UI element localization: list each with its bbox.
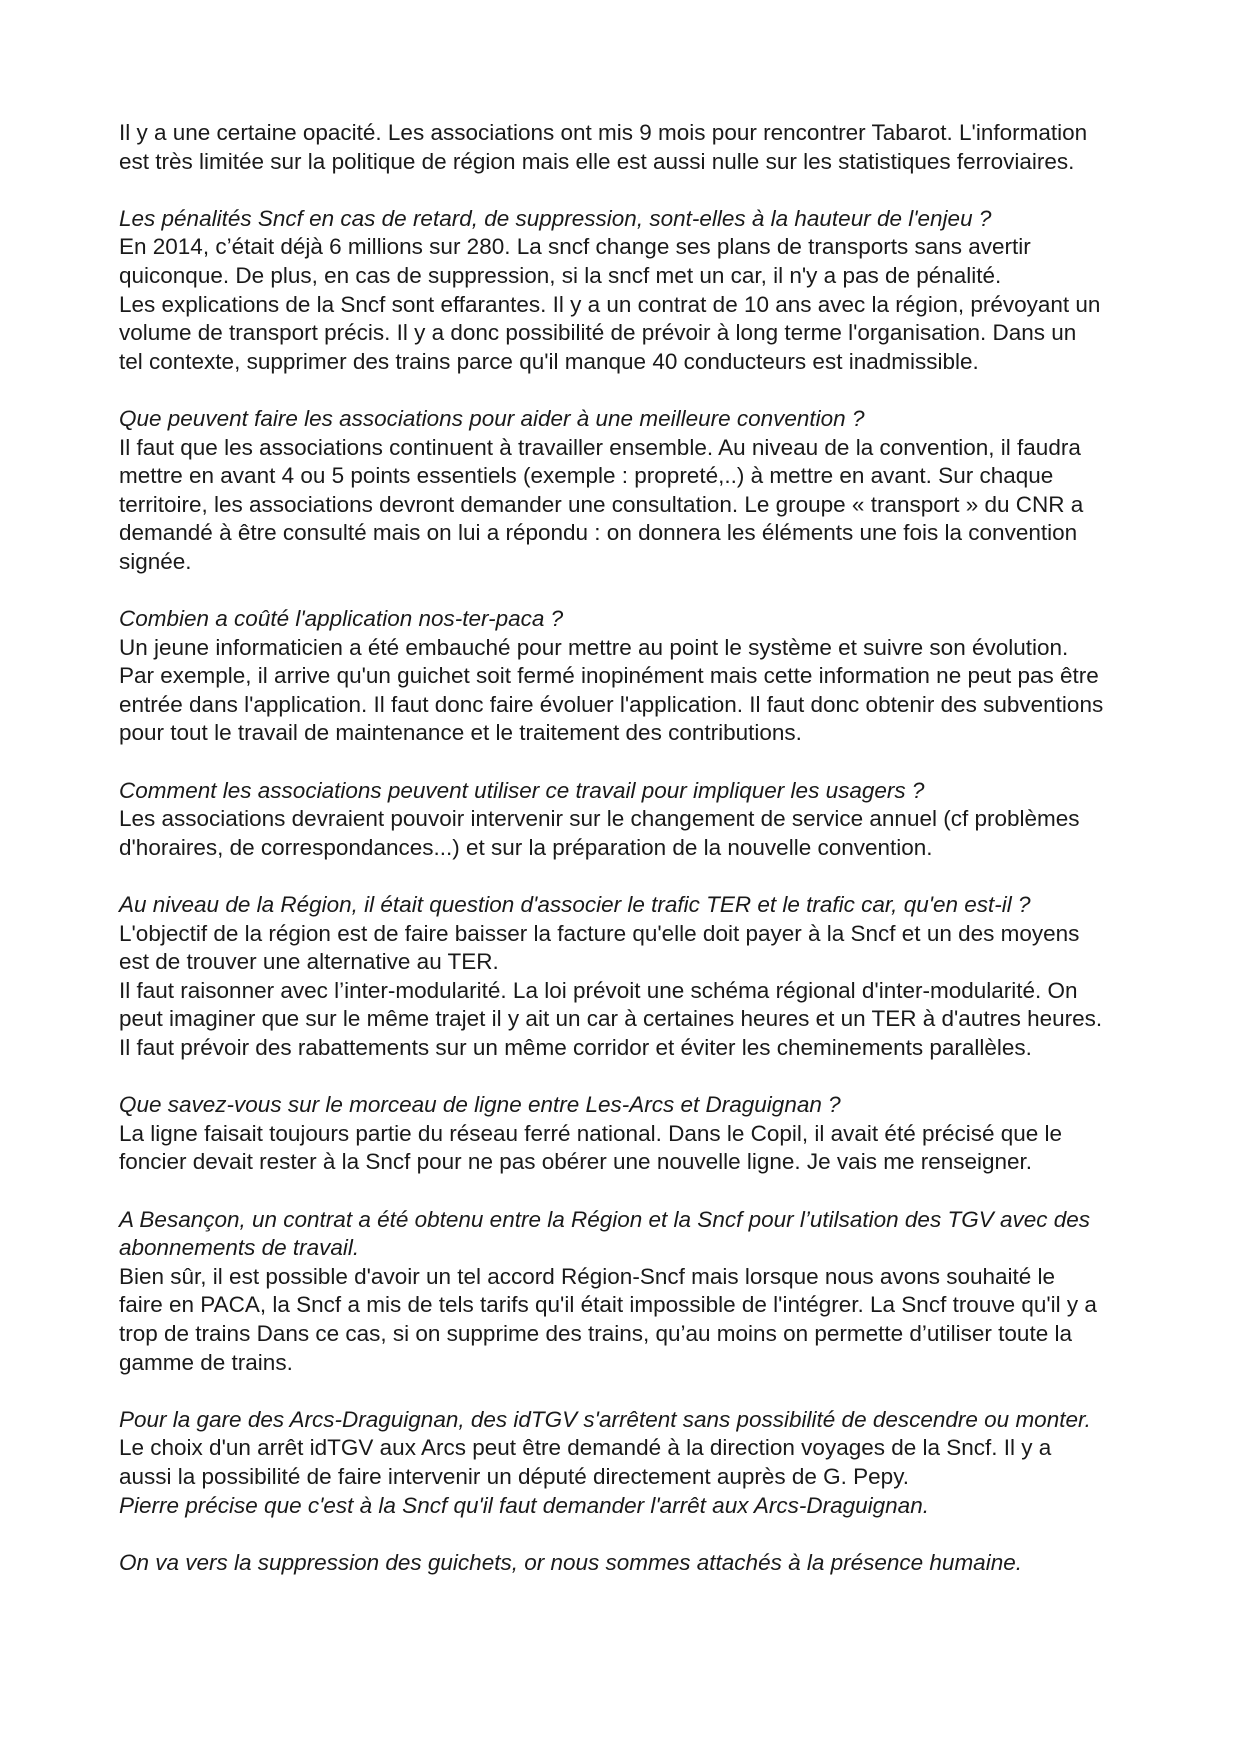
answer-line: Il faut prévoir des rabattements sur un même corridor et éviter les cheminements parallèles. (119, 1035, 1032, 1060)
answer-line: La ligne faisait toujours partie du réseau ferré national. Dans le Copil, il avait été précisé que le (119, 1120, 1063, 1146)
text-line: Il y a une certaine opacité. Les associations ont mis 9 mois pour rencontrer Tabarot. L'information (119, 120, 1088, 145)
question-line: On va vers la suppression des guichets, or nous sommes attachés à la présence humaine. (119, 1549, 1022, 1575)
qa-gare (119, 1406, 1139, 1520)
answer-line: Il faut que les associations continuent à travailler ensemble. Au niveau de la convention, il faudra (119, 434, 1081, 460)
question-line: Que peuvent faire les associations pour aider à une meilleure convention ? (119, 405, 865, 431)
question-line: Que savez-vous sur le morceau de ligne entre Les-Arcs et Draguignan ? (119, 1092, 841, 1118)
answer-line: demandé à être consulté mais on lui a répondu : on donnera les éléments une fois la convention (119, 520, 1078, 546)
qa-ligne (119, 1091, 1139, 1177)
question-line: Au niveau de la Région, il était question d'associer le trafic TER et le trafic car, qu'en est-il ? (119, 892, 1031, 918)
question-line: Les pénalités Sncf en cas de retard, de suppression, sont-elles à la hauteur de l'enjeu ? (119, 205, 992, 231)
answer-line: aussi la possibilité de faire intervenir un député directement auprès de G. Pepy. (119, 1463, 910, 1489)
answer-line: Les explications de la Sncf sont effarantes. Il y a un contrat de 10 ans avec la région, prévoyant un (119, 291, 1101, 317)
qa-trafic (119, 891, 1139, 1063)
answer-line: entrée dans l'application. Il faut donc faire évoluer l'application. Il faut donc obtenir des subventions (119, 691, 1104, 717)
answer-line: L'objectif de la région est de faire baisser la facture qu'elle doit payer à la Sncf et un des moyens (119, 920, 1080, 946)
answer-line: foncier devait rester à la Sncf pour ne pas obérer une nouvelle ligne. Je vais me renseigner. (119, 1149, 1033, 1175)
qa-application (119, 605, 1139, 748)
answer-line: gamme de trains. (119, 1349, 293, 1375)
answer-line: mettre en avant 4 ou 5 points essentiels (exemple : propreté,..) à mettre en avant. Sur chaque (119, 463, 1054, 489)
answer-line: territoire, les associations devront demander une consultation. Le groupe « transport » du CNR a (119, 491, 1084, 517)
answer-line: volume de transport précis. Il y a donc possibilité de prévoir à long terme l'organisation. Dans un (119, 320, 1077, 346)
answer-line: signée. (119, 548, 192, 574)
answer-line: trop de trains Dans ce cas, si on supprime des trains, qu’au moins on permette d’utiliser toute la (119, 1320, 1072, 1346)
text-line: est très limitée sur la politique de région mais elle est aussi nulle sur les statistiques ferroviaires. (119, 148, 1075, 174)
answer-line: quiconque. De plus, en cas de suppression, si la sncf met un car, il n'y a pas de pénalité. (119, 262, 1002, 288)
answer-line: tel contexte, supprimer des trains parce qu'il manque 40 conducteurs est inadmissible. (119, 348, 979, 374)
qa-penalites (119, 205, 1139, 377)
document-page (119, 119, 1139, 1606)
answer-line: pour tout le travail de maintenance et le traitement des contributions. (119, 720, 802, 746)
paragraph-intro (119, 119, 1139, 176)
qa-besancon (119, 1206, 1139, 1378)
question-line: Pour la gare des Arcs-Draguignan, des idTGV s'arrêtent sans possibilité de descendre ou monter. (119, 1406, 1091, 1432)
answer-line: faire en PACA, la Sncf a mis de tels tarifs qu'il était impossible de l'intégrer. La Sncf trouve qu'il y a (119, 1292, 1097, 1318)
question-line: Combien a coûté l'application nos-ter-paca ? (119, 606, 564, 632)
answer-line: d'horaires, de correspondances...) et sur la préparation de la nouvelle convention. (119, 834, 933, 860)
qa-convention (119, 405, 1139, 577)
closing-remark (119, 1549, 1139, 1578)
answer-line: Bien sûr, il est possible d'avoir un tel accord Région-Sncf mais lorsque nous avons souhaité le (119, 1263, 1056, 1289)
qa-usagers (119, 777, 1139, 863)
question-line: abonnements de travail. (119, 1235, 360, 1261)
answer-line: Il faut raisonner avec l’inter-modularité. La loi prévoit une schéma régional d'inter-modularité. On (119, 977, 1078, 1003)
answer-line: peut imaginer que sur le même trajet il y ait un car à certaines heures et un TER à d'autres heures. (119, 1006, 1103, 1032)
answer-line: En 2014, c’était déjà 6 millions sur 280. La sncf change ses plans de transports sans avertir (119, 234, 1031, 260)
note-line: Pierre précise que c'est à la Sncf qu'il faut demander l'arrêt aux Arcs-Draguignan. (119, 1492, 929, 1518)
answer-line: Par exemple, il arrive qu'un guichet soit fermé inopinément mais cette information ne peut pas être (119, 663, 1099, 689)
answer-line: Le choix d'un arrêt idTGV aux Arcs peut être demandé à la direction voyages de la Sncf. Il y a (119, 1435, 1052, 1461)
answer-line: Les associations devraient pouvoir intervenir sur le changement de service annuel (cf problèmes (119, 806, 1080, 832)
answer-line: Un jeune informaticien a été embauché pour mettre au point le système et suivre son évolution. (119, 634, 1069, 660)
answer-line: est de trouver une alternative au TER. (119, 949, 499, 975)
question-line: A Besançon, un contrat a été obtenu entre la Région et la Sncf pour l’utilsation des TGV avec des (119, 1206, 1091, 1232)
question-line: Comment les associations peuvent utiliser ce travail pour impliquer les usagers ? (119, 777, 925, 803)
